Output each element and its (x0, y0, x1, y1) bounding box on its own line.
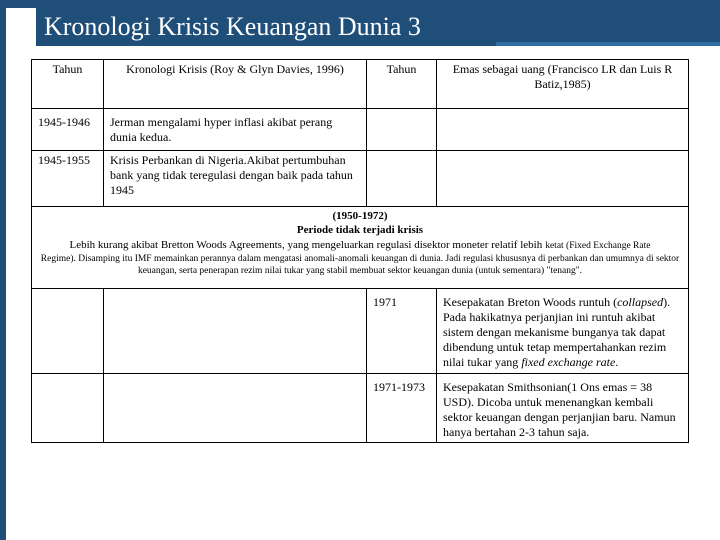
empty-cell (367, 109, 437, 151)
header-gold-as-money: Emas sebagai uang (Francisco LR dan Luis R Batiz,1985) (437, 60, 689, 109)
title-bar (36, 8, 720, 46)
table-row (32, 109, 689, 151)
top-frame-bar (0, 0, 720, 8)
period-title: Periode tidak terjadi krisis (296, 224, 424, 236)
gold-row-year: 1971-1973 (367, 374, 437, 443)
empty-cell (32, 374, 104, 443)
row-year: 1945-1955 (32, 151, 104, 207)
gold-row-text: Kesepakatan Smithsonian(1 Ons emas = 38 USD). Dicoba untuk menenangkan kembali sektor keuangan dengan perjanjian baru. Namun hanya bertahan 2-3 tahun saja. (437, 374, 689, 443)
empty-cell (437, 109, 689, 151)
merged-row-no-crisis (32, 207, 689, 289)
table-header-row (32, 60, 689, 109)
row-year: 1945-1946 (32, 109, 104, 151)
header-crisis-chronology: Kronologi Krisis (Roy & Glyn Davies, 1996) (104, 60, 367, 109)
empty-cell (437, 151, 689, 207)
row-event: Krisis Perbankan di Nigeria.Akibat pertumbuhan bank yang tidak teregulasi dengan baik pada tahun 1945 (104, 151, 367, 207)
gold-text-italic: fixed exchange rate (521, 355, 616, 369)
period-description-line2: Regime). Disamping itu IMF memainkan perannya dalam mengatasi anomali-anomali keuangan di dunia. Jadi regulasi khususnya di perbankan dan umumnya di sektor keuangan, serta penerapan rezim nilai tukar yang stabil membuat sektor keuangan dunia (untuk sementara) "tenang". (40, 254, 680, 276)
gold-row-text (437, 289, 689, 374)
period-description-line1: Lebih kurang akibat Bretton Woods Agreements, yang mengeluarkan regulasi disektor moneter relatif lebih (69, 239, 543, 251)
gold-text-part: Kesepakatan Breton Woods runtuh ( (443, 295, 618, 309)
empty-cell (104, 289, 367, 374)
row-event: Jerman mengalami hyper inflasi akibat perang dunia kedua. (104, 109, 367, 151)
gold-text-italic: collapsed (617, 295, 664, 309)
gold-text-part: . (615, 355, 619, 369)
empty-cell (367, 151, 437, 207)
table-row (32, 374, 689, 443)
gold-text-part: ). Pada hakikatnya perjanjian ini runtuh akibat sistem dengan mekanisme bunganya tak dapat dibendung untuk tetap mempertahankan rezim nilai tukar yang (443, 295, 671, 369)
title-accent-line (496, 42, 720, 46)
slide-title: Kronologi Krisis Keuangan Dunia 3 (44, 12, 421, 41)
gold-row-year: 1971 (367, 289, 437, 374)
chronology-table (31, 59, 689, 443)
left-frame-bar (0, 0, 6, 540)
period-description-line1-small: ketat (Fixed Exchange Rate (545, 241, 651, 251)
table-row (32, 289, 689, 374)
period-years: (1950-1972) (332, 210, 388, 222)
table-row (32, 151, 689, 207)
empty-cell (32, 289, 104, 374)
header-year-1: Tahun (32, 60, 104, 109)
empty-cell (104, 374, 367, 443)
header-year-2: Tahun (367, 60, 437, 109)
no-crisis-period-cell (32, 207, 689, 289)
